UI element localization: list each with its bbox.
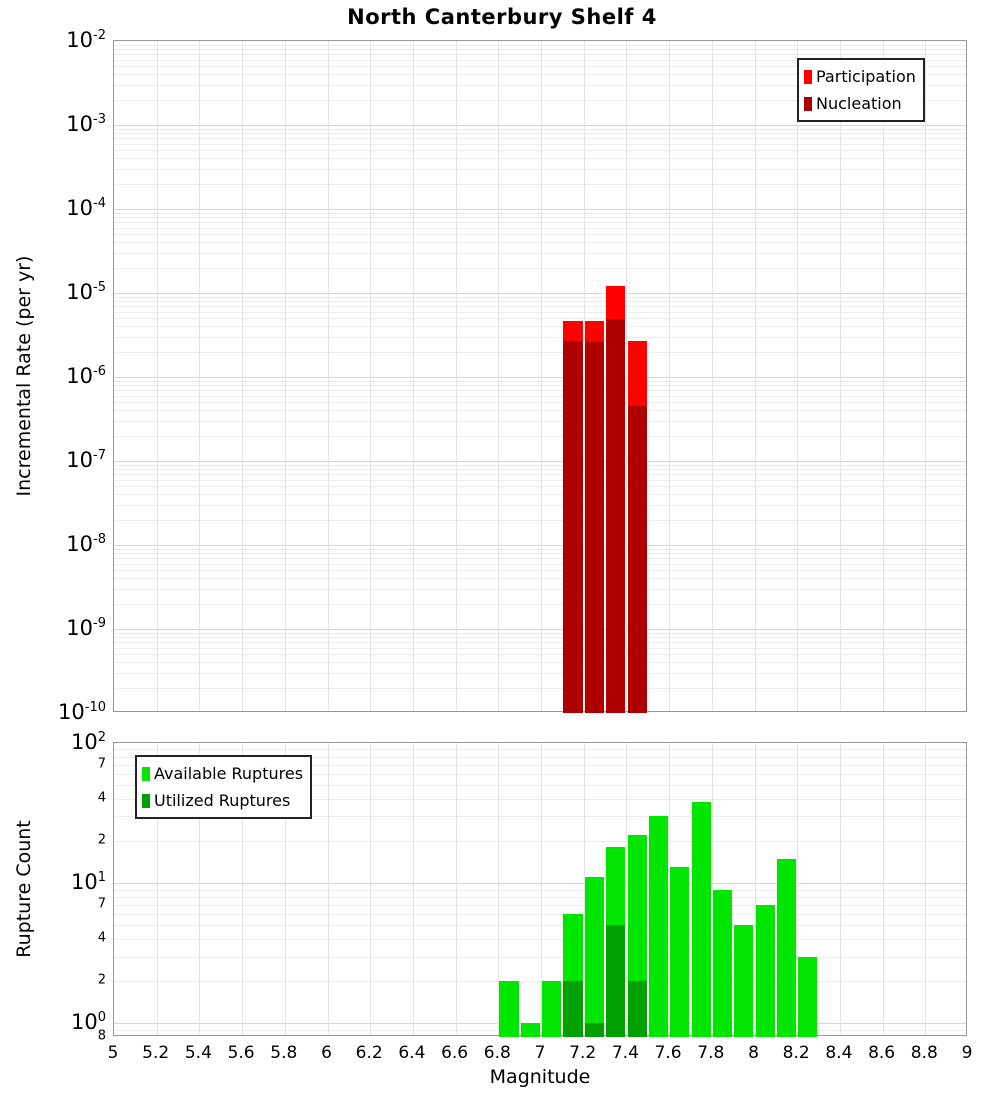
x-tick-label: 5.2	[142, 1043, 170, 1063]
y-tick-label: 4	[97, 930, 106, 946]
bar-utilized-ruptures-m7.15	[563, 981, 582, 1037]
x-tick-label: 6.6	[441, 1043, 469, 1063]
x-tick-label: 8.8	[910, 1043, 938, 1063]
x-tick-label: 8	[748, 1043, 759, 1063]
legend-label-available-ruptures: Available Ruptures	[154, 764, 304, 783]
x-tick-label: 7.6	[654, 1043, 682, 1063]
v-gridline	[413, 41, 414, 711]
bar-nucleation-m7.45	[628, 406, 647, 713]
y-tick-label: 4	[97, 790, 106, 806]
legend-item-nucleation	[804, 90, 916, 117]
y-tick-label: 7	[97, 756, 106, 772]
y-tick-label: 2	[97, 972, 106, 988]
x-tick-label: 9	[961, 1043, 973, 1063]
x-tick-label: 7.4	[611, 1043, 639, 1063]
nucleation-swatch-icon	[804, 97, 812, 111]
v-gridline	[413, 743, 414, 1035]
v-gridline	[840, 743, 841, 1035]
available-ruptures-swatch-icon	[142, 767, 150, 781]
legend-label-participation: Participation	[816, 67, 916, 86]
y-tick-label: $10^1$	[70, 870, 106, 895]
y-tick-label: $10^{-6}$	[66, 364, 106, 388]
y-tick-label: $10^0$	[70, 1010, 106, 1035]
bar-available-ruptures-m8.15	[777, 859, 796, 1038]
x-tick-label: 6.8	[483, 1043, 511, 1063]
bar-available-ruptures-m7.05	[542, 981, 561, 1037]
chart-title: North Canterbury Shelf 4	[347, 5, 657, 29]
v-gridline	[285, 41, 286, 711]
y-tick-label: $10^{-9}$	[66, 616, 106, 640]
bar-available-ruptures-m7.65	[670, 867, 689, 1037]
x-tick-label: 7	[534, 1043, 546, 1063]
v-gridline	[669, 41, 670, 711]
v-gridline	[925, 743, 926, 1035]
y-tick-label: $10^{-8}$	[66, 532, 106, 556]
x-tick-label: 8.6	[868, 1043, 896, 1063]
legend-item-participation	[804, 63, 916, 90]
bar-nucleation-m7.15	[563, 341, 582, 713]
v-gridline	[370, 41, 371, 711]
x-tick-label: 8.2	[782, 1043, 810, 1063]
v-gridline	[328, 743, 329, 1035]
y-tick-label: $10^{-3}$	[66, 112, 106, 136]
v-gridline	[199, 41, 200, 711]
v-gridline	[157, 41, 158, 711]
y-tick-label: $10^{-2}$	[66, 28, 106, 52]
v-gridline	[883, 743, 884, 1035]
v-gridline	[370, 743, 371, 1035]
v-gridline	[712, 41, 713, 711]
legend-item-utilized-ruptures	[142, 787, 303, 814]
bar-available-ruptures-m7.75	[692, 802, 711, 1037]
bar-available-ruptures-m8.05	[756, 905, 775, 1037]
y-tick-label: 7	[97, 896, 106, 912]
v-gridline	[797, 41, 798, 711]
y-tick-label: 8	[97, 1028, 106, 1044]
bottom-y-axis-title: Rupture Count	[13, 820, 35, 958]
y-tick-label: $10^2$	[70, 730, 106, 754]
y-tick-label: 2	[97, 832, 106, 848]
v-gridline	[883, 41, 884, 711]
count-legend	[135, 755, 312, 819]
x-tick-label: 5.6	[227, 1043, 255, 1063]
v-gridline	[456, 41, 457, 711]
y-tick-label: $10^{-5}$	[66, 280, 106, 304]
v-gridline	[840, 41, 841, 711]
bar-utilized-ruptures-m7.25	[585, 1023, 604, 1037]
top-y-axis-title: Incremental Rate (per yr)	[13, 255, 35, 497]
x-tick-label: 5	[107, 1043, 119, 1063]
bar-available-ruptures-m7.25	[585, 877, 604, 1037]
x-tick-label: 8.4	[825, 1043, 853, 1063]
x-tick-label: 6.4	[398, 1043, 426, 1063]
x-tick-label: 7.8	[697, 1043, 725, 1063]
legend-label-nucleation: Nucleation	[816, 94, 902, 113]
bar-utilized-ruptures-m7.45	[628, 981, 647, 1037]
rate-legend	[797, 58, 925, 122]
v-gridline	[328, 41, 329, 711]
legend-label-utilized-ruptures: Utilized Ruptures	[154, 791, 291, 810]
v-gridline	[541, 41, 542, 711]
bar-nucleation-m7.35	[606, 319, 625, 713]
bar-available-ruptures-m7.55	[649, 816, 668, 1037]
legend-item-available-ruptures	[142, 760, 303, 787]
v-gridline	[242, 41, 243, 711]
bar-available-ruptures-m7.85	[713, 890, 732, 1037]
participation-swatch-icon	[804, 70, 812, 84]
bar-available-ruptures-m7.95	[734, 925, 753, 1037]
y-tick-label: $10^{-10}$	[58, 700, 106, 724]
v-gridline	[456, 743, 457, 1035]
bar-utilized-ruptures-m7.35	[606, 925, 625, 1037]
x-tick-label: 5.8	[270, 1043, 298, 1063]
y-tick-label: $10^{-7}$	[66, 448, 106, 472]
incremental-rate-plot-area	[113, 40, 967, 712]
x-tick-label: 7.2	[569, 1043, 597, 1063]
x-tick-label: 6.2	[355, 1043, 383, 1063]
bar-nucleation-m7.25	[585, 342, 604, 713]
bar-available-ruptures-m6.85	[499, 981, 518, 1037]
x-tick-label: 6	[321, 1043, 332, 1063]
v-gridline	[755, 41, 756, 711]
v-gridline	[498, 41, 499, 711]
x-axis-title: Magnitude	[489, 1066, 591, 1088]
y-tick-label: $10^{-4}$	[66, 196, 106, 220]
bar-available-ruptures-m6.95	[521, 1023, 540, 1037]
utilized-ruptures-swatch-icon	[142, 794, 150, 808]
v-gridline	[925, 41, 926, 711]
x-tick-label: 5.4	[184, 1043, 212, 1063]
bar-available-ruptures-m8.25	[798, 957, 817, 1038]
